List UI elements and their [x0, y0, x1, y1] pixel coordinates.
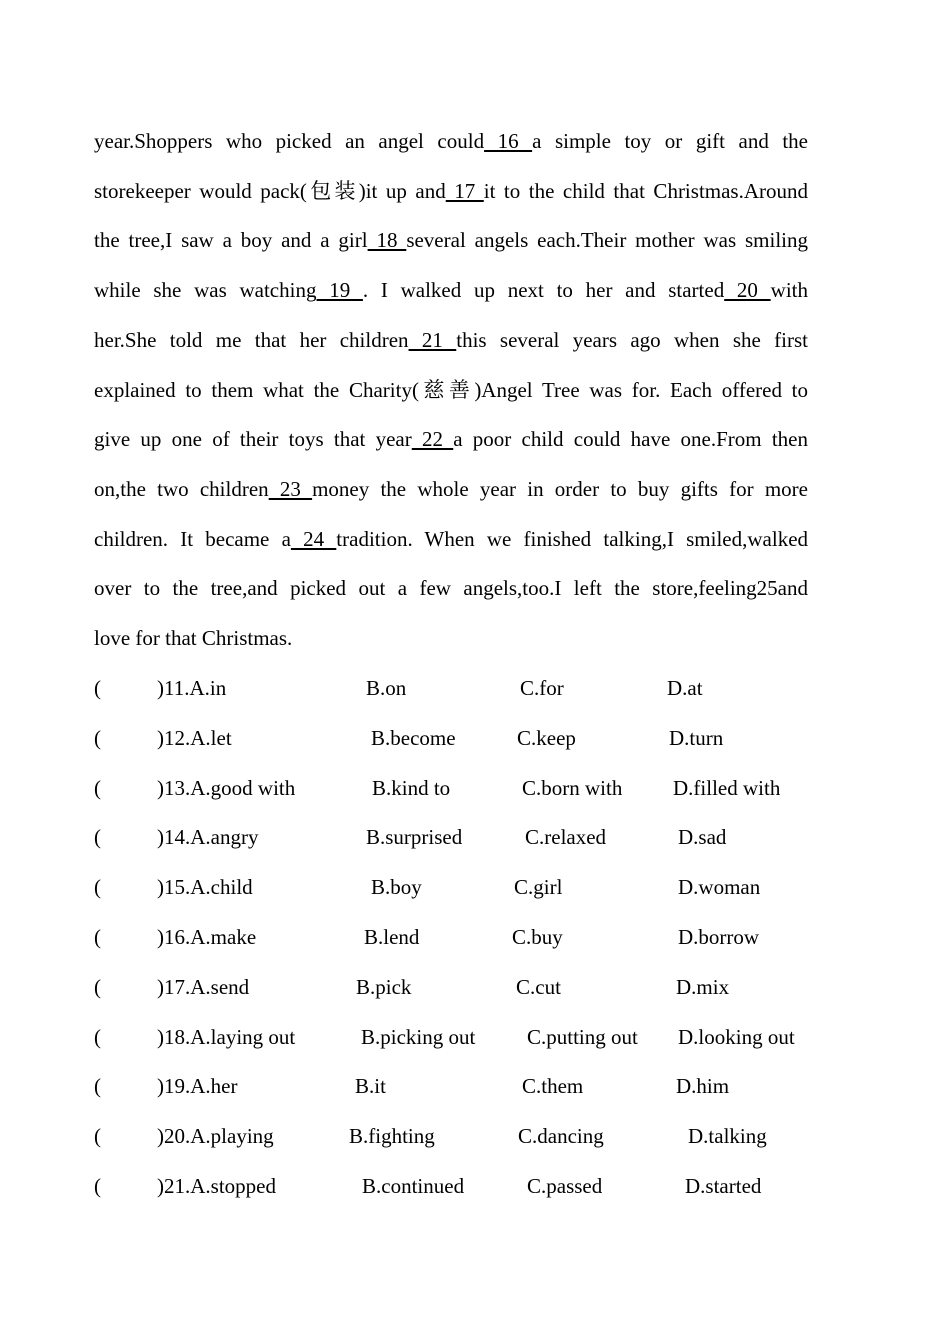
- passage-text: on,the two children: [94, 477, 269, 501]
- question-row: [94, 920, 844, 954]
- passage-line: [94, 323, 808, 357]
- passage-text: . I walked up next to her and started: [362, 278, 725, 302]
- option-b: B.become: [371, 726, 456, 750]
- passage-text: give up one of their toys that year: [94, 427, 412, 451]
- passage-text: money the whole year in order to buy gifts for more: [312, 477, 808, 501]
- answer-blank: 17: [445, 179, 484, 203]
- passage-line: [94, 472, 808, 506]
- passage-text: storekeeper would pack(包装)it up and: [94, 179, 446, 203]
- answer-bracket: (: [94, 726, 101, 750]
- passage-line: [94, 621, 808, 655]
- question-row: [94, 771, 844, 805]
- passage-line: [94, 522, 808, 556]
- passage-line: [94, 273, 808, 307]
- passage-text: a simple toy or gift and the: [532, 129, 808, 153]
- option-a: )19.A.her: [157, 1074, 238, 1098]
- option-c: C.cut: [516, 975, 561, 999]
- option-d: D.talking: [688, 1124, 767, 1148]
- question-row: [94, 820, 844, 854]
- option-c: C.them: [522, 1074, 584, 1098]
- option-c: C.putting out: [527, 1025, 638, 1049]
- option-b: B.on: [366, 676, 407, 700]
- option-c: C.keep: [517, 726, 576, 750]
- option-c: C.for: [520, 676, 564, 700]
- passage-text: a poor child could have one.From then: [453, 427, 808, 451]
- answer-blank: 23: [268, 477, 313, 501]
- question-row: [94, 1169, 844, 1203]
- option-b: B.kind to: [372, 776, 451, 800]
- passage-text: her.She told me that her children: [94, 328, 409, 352]
- passage-text: year.Shoppers who picked an angel could: [94, 129, 485, 153]
- question-row: [94, 721, 844, 755]
- option-b: B.lend: [364, 925, 420, 949]
- option-b: B.continued: [362, 1174, 465, 1198]
- answer-bracket: (: [94, 1174, 101, 1198]
- passage-line: [94, 373, 808, 407]
- option-a: )11.A.in: [157, 676, 227, 700]
- option-b: B.pick: [356, 975, 412, 999]
- passage-text: over to the tree,and picked out a few angels,too.I left the store,feeling25and: [94, 576, 808, 600]
- passage-line: [94, 174, 808, 208]
- option-a: )21.A.stopped: [157, 1174, 276, 1198]
- question-row: [94, 870, 844, 904]
- option-a: )15.A.child: [157, 875, 253, 899]
- option-a: )12.A.let: [157, 726, 232, 750]
- answer-blank: 18: [367, 228, 407, 252]
- option-a: )14.A.angry: [157, 825, 259, 849]
- option-d: D.mix: [676, 975, 730, 999]
- option-a: )20.A.playing: [157, 1124, 274, 1148]
- option-d: D.sad: [678, 825, 727, 849]
- option-b: B.surprised: [366, 825, 463, 849]
- option-b: B.fighting: [349, 1124, 435, 1148]
- option-d: D.at: [667, 676, 703, 700]
- passage-text: several angels each.Their mother was smiling: [406, 228, 809, 252]
- answer-bracket: (: [94, 1124, 101, 1148]
- answer-bracket: (: [94, 676, 101, 700]
- option-a: )13.A.good with: [157, 776, 296, 800]
- option-d: D.him: [676, 1074, 730, 1098]
- option-d: D.started: [685, 1174, 762, 1198]
- option-d: D.filled with: [673, 776, 781, 800]
- passage-line: [94, 124, 808, 158]
- option-c: C.dancing: [518, 1124, 604, 1148]
- question-row: [94, 1069, 844, 1103]
- option-c: C.born with: [522, 776, 623, 800]
- answer-bracket: (: [94, 925, 101, 949]
- option-a: )17.A.send: [157, 975, 250, 999]
- passage-text: love for that Christmas.: [94, 626, 293, 650]
- passage-line: [94, 422, 808, 456]
- answer-bracket: (: [94, 875, 101, 899]
- question-row: [94, 1119, 844, 1153]
- option-c: C.girl: [514, 875, 563, 899]
- answer-bracket: (: [94, 1074, 101, 1098]
- answer-blank: 19: [316, 278, 363, 302]
- option-d: D.looking out: [678, 1025, 795, 1049]
- passage-line: [94, 223, 808, 257]
- passage-text: while she was watching: [94, 278, 317, 302]
- option-b: B.picking out: [361, 1025, 476, 1049]
- option-c: C.buy: [512, 925, 563, 949]
- answer-bracket: (: [94, 776, 101, 800]
- answer-blank: 24: [290, 527, 337, 551]
- answer-blank: 22: [411, 427, 454, 451]
- answer-bracket: (: [94, 975, 101, 999]
- option-a: )18.A.laying out: [157, 1025, 296, 1049]
- passage-line: [94, 571, 808, 605]
- question-row: [94, 1020, 844, 1054]
- option-c: C.passed: [527, 1174, 603, 1198]
- answer-bracket: (: [94, 1025, 101, 1049]
- passage-text: with: [770, 278, 808, 302]
- option-c: C.relaxed: [525, 825, 607, 849]
- passage-text: this several years ago when she first: [456, 328, 809, 352]
- option-d: D.borrow: [678, 925, 760, 949]
- option-a: )16.A.make: [157, 925, 257, 949]
- passage-text: children. It became a: [94, 527, 291, 551]
- answer-blank: 16: [484, 129, 533, 153]
- answer-bracket: (: [94, 825, 101, 849]
- passage-text: tradition. When we finished talking,I smiled,walked: [336, 527, 809, 551]
- option-b: B.it: [355, 1074, 386, 1098]
- passage-text: it to the child that Christmas.Around: [483, 179, 809, 203]
- option-d: D.turn: [669, 726, 724, 750]
- passage-text: explained to them what the Charity(慈善)Angel Tree was for. Each offered to: [94, 378, 808, 402]
- question-row: [94, 671, 844, 705]
- answer-blank: 21: [408, 328, 457, 352]
- passage-text: the tree,I saw a boy and a girl: [94, 228, 368, 252]
- answer-blank: 20: [724, 278, 771, 302]
- option-b: B.boy: [371, 875, 422, 899]
- option-d: D.woman: [678, 875, 761, 899]
- question-row: [94, 970, 844, 1004]
